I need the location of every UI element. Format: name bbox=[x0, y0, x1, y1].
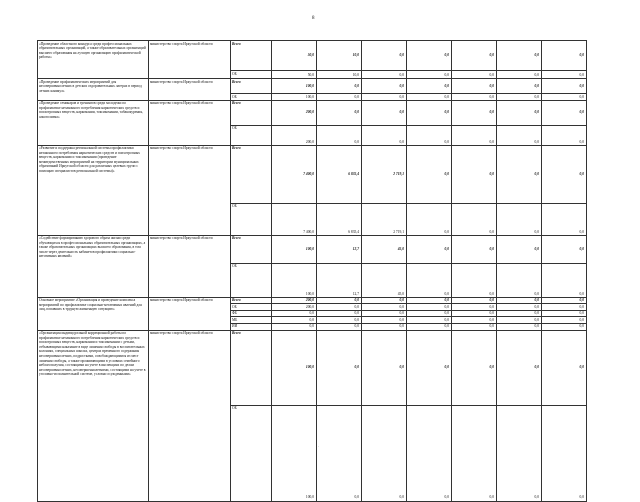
amount-cell: 0,0 bbox=[452, 263, 497, 297]
amount-cell: 0,0 bbox=[362, 41, 407, 71]
amount-cell: 0,0 bbox=[407, 297, 452, 304]
amount-cell: 0,0 bbox=[497, 94, 542, 101]
amount-cell: 0,0 bbox=[407, 263, 452, 297]
responsible-executor: министерство спорта Иркутской области bbox=[149, 79, 231, 101]
responsible-executor: министерство спорта Иркутской области bbox=[149, 235, 231, 297]
table-row bbox=[38, 100, 587, 125]
activity-name: «Проведение профилактических мероприятий для несовершеннолетних в детских оздоровительных лагерях в период летних каникул» bbox=[38, 79, 149, 101]
amount-cell: 0,0 bbox=[452, 405, 497, 501]
amount-cell: 0,0 bbox=[362, 405, 407, 501]
amount-cell: 0,0 bbox=[452, 330, 497, 405]
funding-source-label: ФБ bbox=[231, 310, 272, 317]
amount-cell: 0,0 bbox=[407, 100, 452, 125]
amount-cell: 200,0 bbox=[272, 304, 317, 311]
responsible-executor: министерство спорта Иркутской области bbox=[149, 297, 231, 330]
funding-source-label: Всего bbox=[231, 79, 272, 94]
amount-cell: 0,0 bbox=[497, 263, 542, 297]
amount-cell: 0,0 bbox=[362, 100, 407, 125]
amount-cell: 0,0 bbox=[272, 317, 317, 324]
amount-cell: 0,0 bbox=[317, 100, 362, 125]
amount-cell: 0,0 bbox=[362, 297, 407, 304]
amount-cell: 100,0 bbox=[272, 330, 317, 405]
amount-cell: 50,0 bbox=[272, 71, 317, 79]
amount-cell: 100,0 bbox=[272, 235, 317, 263]
funding-source-label: Всего bbox=[231, 330, 272, 405]
table-row bbox=[38, 297, 587, 304]
amount-cell: 0,0 bbox=[362, 79, 407, 94]
amount-cell: 0,0 bbox=[497, 79, 542, 94]
amount-cell: 0,0 bbox=[317, 79, 362, 94]
amount-cell: 0,0 bbox=[542, 145, 587, 203]
table-row bbox=[38, 330, 587, 405]
amount-cell: 0,0 bbox=[452, 203, 497, 235]
amount-cell: 50,0 bbox=[272, 41, 317, 71]
amount-cell: 0,0 bbox=[542, 235, 587, 263]
amount-cell: 0,0 bbox=[362, 323, 407, 330]
amount-cell: 0,0 bbox=[407, 79, 452, 94]
amount-cell: 0,0 bbox=[542, 323, 587, 330]
amount-cell: 6 835,4 bbox=[317, 203, 362, 235]
amount-cell: 0,0 bbox=[452, 310, 497, 317]
funding-source-label: ОБ bbox=[231, 71, 272, 79]
amount-cell: 45,0 bbox=[362, 263, 407, 297]
amount-cell: 0,0 bbox=[497, 330, 542, 405]
amount-cell: 0,0 bbox=[452, 94, 497, 101]
amount-cell: 0,0 bbox=[362, 317, 407, 324]
amount-cell: 0,0 bbox=[542, 94, 587, 101]
amount-cell: 0,0 bbox=[317, 94, 362, 101]
amount-cell: 0,0 bbox=[542, 71, 587, 79]
amount-cell: 0,0 bbox=[497, 125, 542, 145]
activity-name: «Организация индивидуальной корреционной работы по профилактике незаконного потребления наркотических средств и психотропных веществ, наркомании и токсикомании с детьми, отбывающими наказание в виде лишения свободы в воспитательных колониях, специальных школах, центрах временного содержания несовершеннолетних, подростками, освобождающимися из мест лишения свободы, а также проживающими в условиях семейного неблагополучия, состоящими на учете в инспекциях по делам несовершеннолетних, несовершеннолетними, состоящими на учете в уголовно-исполнительной системе, условно осужденными» bbox=[38, 330, 149, 501]
activity-name: «Развитие и поддержка региональной системы профилактики незаконного потребления наркотических средств и психотропных веществ, наркомании и токсикомании (проведение межведомственных мероприятий на территории муниципальных образований Иркутской области для различных целевых групп с помощью специалистов региональной системы)» bbox=[38, 145, 149, 235]
amount-cell: 0,0 bbox=[542, 317, 587, 324]
amount-cell: 0,0 bbox=[362, 330, 407, 405]
funding-source-label: ОБ bbox=[231, 263, 272, 297]
amount-cell: 200,0 bbox=[272, 297, 317, 304]
amount-cell: 0,0 bbox=[407, 323, 452, 330]
amount-cell: 0,0 bbox=[542, 304, 587, 311]
amount-cell: 0,0 bbox=[497, 310, 542, 317]
amount-cell: 0,0 bbox=[317, 330, 362, 405]
amount-cell: 0,0 bbox=[317, 125, 362, 145]
activity-name: «Проведение областного конкурса среди профессиональных образовательных организаций, а также образовательных организаций высшего образования на лучшую организацию профилактической работы» bbox=[38, 41, 149, 79]
amount-cell: 100,0 bbox=[272, 405, 317, 501]
amount-cell: 0,0 bbox=[542, 100, 587, 125]
amount-cell: 0,0 bbox=[542, 297, 587, 304]
amount-cell: 0,0 bbox=[407, 310, 452, 317]
amount-cell: 0,0 bbox=[362, 310, 407, 317]
funding-source-label: ОБ bbox=[231, 304, 272, 311]
funding-source-label: Всего bbox=[231, 145, 272, 203]
amount-cell: 45,0 bbox=[362, 235, 407, 263]
amount-cell: 0,0 bbox=[497, 304, 542, 311]
amount-cell: 0,0 bbox=[362, 125, 407, 145]
amount-cell: 7 400,0 bbox=[272, 203, 317, 235]
amount-cell: 0,0 bbox=[452, 79, 497, 94]
activity-name: «Проведение семинаров и тренингов среди молодежи по профилактике незаконного потребления наркотических средств и психотропных веществ, наркомании, токсикомании, табакокурения, алкоголизма» bbox=[38, 100, 149, 145]
amount-cell: 0,0 bbox=[452, 297, 497, 304]
amount-cell: 0,0 bbox=[272, 310, 317, 317]
funding-source-label: ОБ bbox=[231, 94, 272, 101]
amount-cell: 200,0 bbox=[272, 125, 317, 145]
amount-cell: 12,7 bbox=[317, 235, 362, 263]
funding-source-label: МБ bbox=[231, 317, 272, 324]
amount-cell: 0,0 bbox=[317, 405, 362, 501]
amount-cell: 0,0 bbox=[542, 310, 587, 317]
amount-cell: 0,0 bbox=[452, 125, 497, 145]
amount-cell: 0,0 bbox=[542, 203, 587, 235]
table-row bbox=[38, 41, 587, 71]
amount-cell: 10,0 bbox=[317, 71, 362, 79]
page-number: 8 bbox=[312, 16, 315, 21]
amount-cell: 0,0 bbox=[452, 304, 497, 311]
table-row bbox=[38, 235, 587, 263]
amount-cell: 0,0 bbox=[497, 235, 542, 263]
amount-cell: 0,0 bbox=[407, 330, 452, 405]
activity-name: «Содействие формированию здорового образа жизни среди обучающихся в профессиональных образовательных организациях, а также образовательных организациях высшего образования, в том числе через деятельность кабинетов профилактики социально-негативных явлений» bbox=[38, 235, 149, 297]
amount-cell: 0,0 bbox=[452, 323, 497, 330]
amount-cell: 0,0 bbox=[452, 71, 497, 79]
amount-cell: 0,0 bbox=[452, 235, 497, 263]
amount-cell: 0,0 bbox=[542, 125, 587, 145]
amount-cell: 2 719,1 bbox=[362, 203, 407, 235]
responsible-executor: министерство спорта Иркутской области bbox=[149, 41, 231, 79]
amount-cell: 0,0 bbox=[497, 323, 542, 330]
funding-source-label: Всего bbox=[231, 297, 272, 304]
activity-name: Основное мероприятие «Организация и проведение комплекса мероприятий по профилактике социально-негативных явлений для лиц, попавших в трудную жизненную ситуацию» bbox=[38, 297, 149, 330]
amount-cell: 0,0 bbox=[452, 100, 497, 125]
funding-source-label: ОБ bbox=[231, 125, 272, 145]
amount-cell: 0,0 bbox=[497, 71, 542, 79]
amount-cell: 0,0 bbox=[317, 304, 362, 311]
amount-cell: 0,0 bbox=[407, 203, 452, 235]
amount-cell: 0,0 bbox=[407, 71, 452, 79]
table-row bbox=[38, 145, 587, 203]
amount-cell: 6 835,4 bbox=[317, 145, 362, 203]
table-body bbox=[38, 41, 587, 502]
amount-cell: 0,0 bbox=[542, 41, 587, 71]
funding-source-label: Всего bbox=[231, 41, 272, 71]
amount-cell: 0,0 bbox=[452, 41, 497, 71]
amount-cell: 0,0 bbox=[542, 330, 587, 405]
bottom-mark: · bbox=[318, 444, 320, 449]
amount-cell: 0,0 bbox=[497, 317, 542, 324]
amount-cell: 0,0 bbox=[362, 71, 407, 79]
responsible-executor: министерство спорта Иркутской области bbox=[149, 330, 231, 501]
funding-source-label: Всего bbox=[231, 100, 272, 125]
amount-cell: 0,0 bbox=[362, 304, 407, 311]
amount-cell: 0,0 bbox=[407, 304, 452, 311]
funding-source-label: ИИ bbox=[231, 323, 272, 330]
amount-cell: 0,0 bbox=[452, 145, 497, 203]
amount-cell: 10,0 bbox=[317, 41, 362, 71]
responsible-executor: министерство спорта Иркутской области bbox=[149, 145, 231, 235]
amount-cell: 0,0 bbox=[407, 405, 452, 501]
responsible-executor: министерство спорта Иркутской области bbox=[149, 100, 231, 145]
amount-cell: 7 400,0 bbox=[272, 145, 317, 203]
amount-cell: 0,0 bbox=[317, 323, 362, 330]
amount-cell: 0,0 bbox=[407, 125, 452, 145]
amount-cell: 0,0 bbox=[317, 317, 362, 324]
amount-cell: 0,0 bbox=[317, 310, 362, 317]
amount-cell: 0,0 bbox=[362, 94, 407, 101]
amount-cell: 0,0 bbox=[542, 79, 587, 94]
amount-cell: 200,0 bbox=[272, 100, 317, 125]
amount-cell: 2 719,1 bbox=[362, 145, 407, 203]
amount-cell: 0,0 bbox=[542, 405, 587, 501]
amount-cell: 12,7 bbox=[317, 263, 362, 297]
amount-cell: 0,0 bbox=[407, 94, 452, 101]
amount-cell: 100,0 bbox=[272, 94, 317, 101]
amount-cell: 0,0 bbox=[497, 145, 542, 203]
amount-cell: 0,0 bbox=[497, 41, 542, 71]
amount-cell: 0,0 bbox=[407, 41, 452, 71]
amount-cell: 0,0 bbox=[452, 317, 497, 324]
funding-source-label: Всего bbox=[231, 235, 272, 263]
amount-cell: 0,0 bbox=[407, 235, 452, 263]
amount-cell: 100,0 bbox=[272, 79, 317, 94]
amount-cell: 0,0 bbox=[407, 317, 452, 324]
amount-cell: 0,0 bbox=[542, 263, 587, 297]
amount-cell: 0,0 bbox=[272, 323, 317, 330]
program-budget-table bbox=[37, 40, 587, 502]
table-row bbox=[38, 79, 587, 94]
amount-cell: 0,0 bbox=[497, 405, 542, 501]
amount-cell: 0,0 bbox=[407, 145, 452, 203]
funding-source-label: ОБ bbox=[231, 203, 272, 235]
amount-cell: 0,0 bbox=[497, 203, 542, 235]
funding-source-label: ОБ bbox=[231, 405, 272, 501]
amount-cell: 0,0 bbox=[497, 100, 542, 125]
amount-cell: 0,0 bbox=[317, 297, 362, 304]
amount-cell: 0,0 bbox=[497, 297, 542, 304]
amount-cell: 100,0 bbox=[272, 263, 317, 297]
